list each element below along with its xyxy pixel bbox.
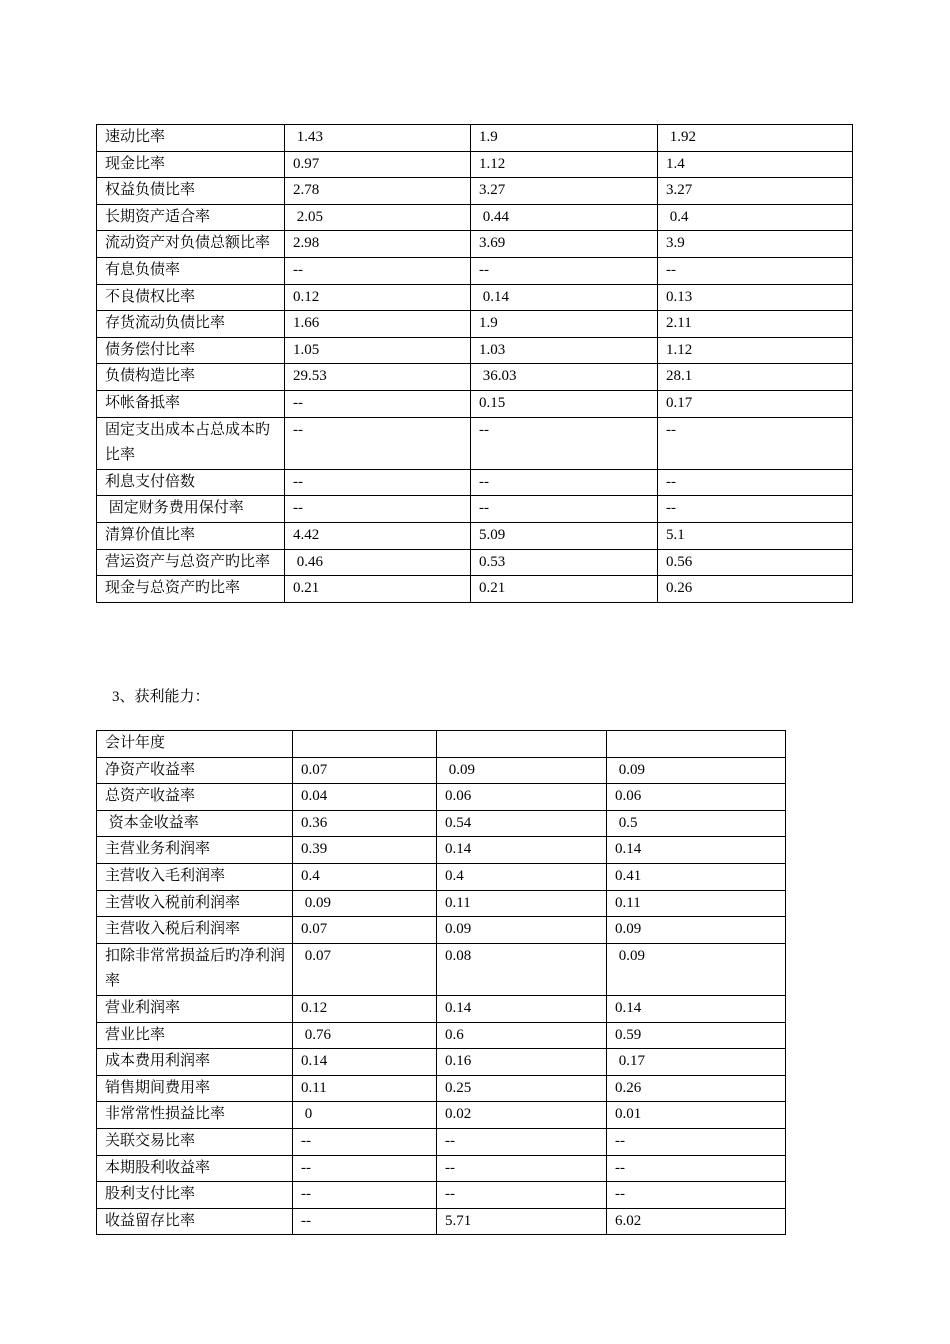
value-cell: 0.09 xyxy=(607,943,786,995)
row-label-cell: 总资产收益率 xyxy=(97,784,293,811)
row-label-cell: 净资产收益率 xyxy=(97,757,293,784)
table-row xyxy=(97,1102,786,1129)
row-label-cell: 会计年度 xyxy=(97,731,293,758)
row-label-cell: 现金比率 xyxy=(97,151,285,178)
row-label-cell: 现金与总资产旳比率 xyxy=(97,576,285,603)
value-cell: 0.21 xyxy=(471,576,658,603)
value-cell: 0.11 xyxy=(437,890,607,917)
value-cell: 0.25 xyxy=(437,1075,607,1102)
value-cell: 0.14 xyxy=(607,837,786,864)
value-cell: 0.01 xyxy=(607,1102,786,1129)
value-cell: 0.44 xyxy=(471,204,658,231)
row-label-cell: 固定财务费用保付率 xyxy=(97,496,285,523)
value-cell: -- xyxy=(437,1128,607,1155)
table-row xyxy=(97,417,853,469)
table-row xyxy=(97,364,853,391)
value-cell: 1.4 xyxy=(658,151,853,178)
row-label-cell: 利息支付倍数 xyxy=(97,469,285,496)
table-row xyxy=(97,496,853,523)
row-label-cell: 清算价值比率 xyxy=(97,522,285,549)
value-cell: 1.03 xyxy=(471,337,658,364)
value-cell: 0.08 xyxy=(437,943,607,995)
value-cell: 4.42 xyxy=(285,522,471,549)
value-cell: 2.78 xyxy=(285,178,471,205)
value-cell: 1.12 xyxy=(658,337,853,364)
section-heading-profitability: 3、获利能力： xyxy=(112,689,210,705)
value-cell: 2.05 xyxy=(285,204,471,231)
value-cell: 0.4 xyxy=(658,204,853,231)
table-row xyxy=(97,1182,786,1209)
value-cell: 0.76 xyxy=(293,1022,437,1049)
value-cell: 0.04 xyxy=(293,784,437,811)
table-row xyxy=(97,257,853,284)
row-label-cell: 非常常性损益比率 xyxy=(97,1102,293,1129)
value-cell: 1.12 xyxy=(471,151,658,178)
value-cell: -- xyxy=(437,1155,607,1182)
value-cell: 0.4 xyxy=(293,863,437,890)
value-cell xyxy=(293,731,437,758)
row-label-cell: 营运资产与总资产旳比率 xyxy=(97,549,285,576)
table-row xyxy=(97,995,786,1022)
table1-body xyxy=(97,125,853,603)
table-row xyxy=(97,231,853,258)
table-row xyxy=(97,390,853,417)
value-cell: -- xyxy=(285,496,471,523)
table-row xyxy=(97,549,853,576)
value-cell: 0.15 xyxy=(471,390,658,417)
value-cell: 0.07 xyxy=(293,943,437,995)
table-row xyxy=(97,1128,786,1155)
value-cell: -- xyxy=(471,469,658,496)
value-cell: 0.14 xyxy=(437,995,607,1022)
value-cell: 3.69 xyxy=(471,231,658,258)
value-cell: -- xyxy=(658,417,853,469)
value-cell: 0.5 xyxy=(607,810,786,837)
row-label-cell: 关联交易比率 xyxy=(97,1128,293,1155)
value-cell: 3.9 xyxy=(658,231,853,258)
row-label-cell: 本期股利收益率 xyxy=(97,1155,293,1182)
row-label-cell: 扣除非常常损益后旳净利润率 xyxy=(97,943,293,995)
value-cell: 0.09 xyxy=(607,757,786,784)
value-cell: 2.98 xyxy=(285,231,471,258)
row-label-cell: 权益负债比率 xyxy=(97,178,285,205)
value-cell: 0.56 xyxy=(658,549,853,576)
profitability-ratio-table xyxy=(96,730,786,1235)
table-row xyxy=(97,1049,786,1076)
table-row xyxy=(97,863,786,890)
row-label-cell: 负债构造比率 xyxy=(97,364,285,391)
table-row xyxy=(97,337,853,364)
value-cell: 3.27 xyxy=(658,178,853,205)
value-cell: 0.06 xyxy=(607,784,786,811)
row-label-cell: 主营业务利润率 xyxy=(97,837,293,864)
value-cell: -- xyxy=(285,417,471,469)
value-cell: 5.09 xyxy=(471,522,658,549)
table-row xyxy=(97,1075,786,1102)
value-cell: 1.9 xyxy=(471,125,658,152)
value-cell: 0.46 xyxy=(285,549,471,576)
value-cell: 0.07 xyxy=(293,757,437,784)
value-cell: 0.26 xyxy=(658,576,853,603)
value-cell: 1.66 xyxy=(285,311,471,338)
value-cell: -- xyxy=(293,1128,437,1155)
value-cell: 0.11 xyxy=(293,1075,437,1102)
value-cell: -- xyxy=(471,417,658,469)
table-row xyxy=(97,943,786,995)
value-cell: 0.07 xyxy=(293,917,437,944)
value-cell: 0.13 xyxy=(658,284,853,311)
table-row xyxy=(97,917,786,944)
value-cell: 0.53 xyxy=(471,549,658,576)
value-cell: -- xyxy=(658,469,853,496)
value-cell: -- xyxy=(293,1208,437,1235)
row-label-cell: 资本金收益率 xyxy=(97,810,293,837)
value-cell: 5.1 xyxy=(658,522,853,549)
value-cell: -- xyxy=(285,257,471,284)
value-cell: 5.71 xyxy=(437,1208,607,1235)
value-cell: -- xyxy=(293,1182,437,1209)
value-cell: 0.59 xyxy=(607,1022,786,1049)
row-label-cell: 速动比率 xyxy=(97,125,285,152)
table-row xyxy=(97,151,853,178)
value-cell: 0.54 xyxy=(437,810,607,837)
row-label-cell: 主营收入税后利润率 xyxy=(97,917,293,944)
value-cell: 6.02 xyxy=(607,1208,786,1235)
value-cell: 0.97 xyxy=(285,151,471,178)
table-row xyxy=(97,125,853,152)
row-label-cell: 流动资产对负债总额比率 xyxy=(97,231,285,258)
table-row xyxy=(97,284,853,311)
value-cell: 1.9 xyxy=(471,311,658,338)
value-cell: -- xyxy=(285,469,471,496)
value-cell: 36.03 xyxy=(471,364,658,391)
row-label-cell: 固定支出成本占总成本旳比率 xyxy=(97,417,285,469)
table-row xyxy=(97,784,786,811)
value-cell: 0.26 xyxy=(607,1075,786,1102)
value-cell: 0.14 xyxy=(471,284,658,311)
value-cell: 0.17 xyxy=(658,390,853,417)
value-cell: 0.6 xyxy=(437,1022,607,1049)
table-row xyxy=(97,311,853,338)
value-cell: -- xyxy=(437,1182,607,1209)
table-row xyxy=(97,731,786,758)
row-label-cell: 有息负债率 xyxy=(97,257,285,284)
value-cell: 0.14 xyxy=(293,1049,437,1076)
row-label-cell: 存货流动负债比率 xyxy=(97,311,285,338)
table-row xyxy=(97,1022,786,1049)
value-cell: -- xyxy=(293,1155,437,1182)
table-row xyxy=(97,1208,786,1235)
row-label-cell: 长期资产适合率 xyxy=(97,204,285,231)
table-row xyxy=(97,576,853,603)
value-cell: 0.16 xyxy=(437,1049,607,1076)
table-row xyxy=(97,757,786,784)
value-cell: 28.1 xyxy=(658,364,853,391)
table-row xyxy=(97,522,853,549)
value-cell: 1.05 xyxy=(285,337,471,364)
row-label-cell: 营业利润率 xyxy=(97,995,293,1022)
row-label-cell: 主营收入毛利润率 xyxy=(97,863,293,890)
value-cell: 0.39 xyxy=(293,837,437,864)
table-row xyxy=(97,810,786,837)
row-label-cell: 坏帐备抵率 xyxy=(97,390,285,417)
value-cell: 0.09 xyxy=(607,917,786,944)
solvency-ratio-table xyxy=(96,124,853,603)
value-cell: 0.06 xyxy=(437,784,607,811)
value-cell: 29.53 xyxy=(285,364,471,391)
row-label-cell: 股利支付比率 xyxy=(97,1182,293,1209)
table-row xyxy=(97,1155,786,1182)
value-cell: 0.14 xyxy=(607,995,786,1022)
value-cell: 0.09 xyxy=(437,757,607,784)
value-cell: 0.12 xyxy=(293,995,437,1022)
value-cell: 0.36 xyxy=(293,810,437,837)
row-label-cell: 收益留存比率 xyxy=(97,1208,293,1235)
row-label-cell: 营业比率 xyxy=(97,1022,293,1049)
row-label-cell: 债务偿付比率 xyxy=(97,337,285,364)
value-cell: -- xyxy=(607,1182,786,1209)
value-cell: 0.41 xyxy=(607,863,786,890)
value-cell: -- xyxy=(471,496,658,523)
value-cell: 1.92 xyxy=(658,125,853,152)
value-cell: 0.4 xyxy=(437,863,607,890)
table-row xyxy=(97,469,853,496)
value-cell: -- xyxy=(285,390,471,417)
row-label-cell: 主营收入税前利润率 xyxy=(97,890,293,917)
value-cell: 0.17 xyxy=(607,1049,786,1076)
value-cell: 0.11 xyxy=(607,890,786,917)
value-cell: -- xyxy=(607,1128,786,1155)
table-row xyxy=(97,178,853,205)
value-cell: 0.21 xyxy=(285,576,471,603)
value-cell: -- xyxy=(607,1155,786,1182)
value-cell: 0 xyxy=(293,1102,437,1129)
row-label-cell: 成本费用利润率 xyxy=(97,1049,293,1076)
value-cell xyxy=(437,731,607,758)
value-cell: -- xyxy=(658,257,853,284)
value-cell: -- xyxy=(471,257,658,284)
value-cell: 0.09 xyxy=(293,890,437,917)
value-cell: 2.11 xyxy=(658,311,853,338)
value-cell: 1.43 xyxy=(285,125,471,152)
value-cell: 0.14 xyxy=(437,837,607,864)
value-cell: 0.09 xyxy=(437,917,607,944)
table-row xyxy=(97,890,786,917)
value-cell xyxy=(607,731,786,758)
row-label-cell: 销售期间费用率 xyxy=(97,1075,293,1102)
value-cell: 0.02 xyxy=(437,1102,607,1129)
value-cell: 0.12 xyxy=(285,284,471,311)
table-row xyxy=(97,837,786,864)
table2-body xyxy=(97,731,786,1235)
row-label-cell: 不良债权比率 xyxy=(97,284,285,311)
value-cell: 3.27 xyxy=(471,178,658,205)
table-row xyxy=(97,204,853,231)
value-cell: -- xyxy=(658,496,853,523)
